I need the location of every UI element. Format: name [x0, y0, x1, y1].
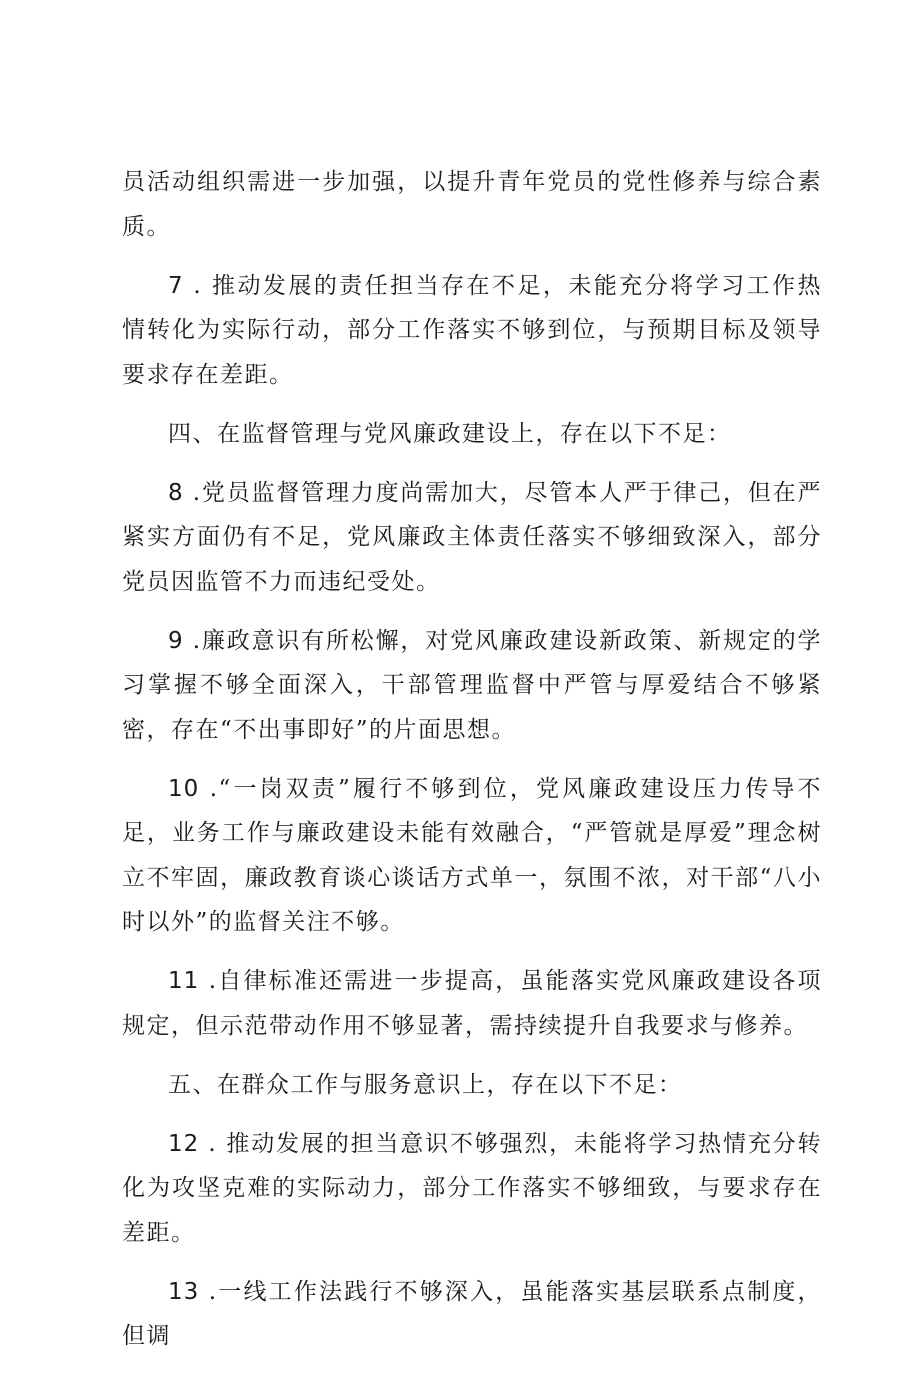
item-number: 11	[168, 968, 200, 994]
paragraph-text: .自律标准还需进一步提高，虽能落实党风廉政建设各项规定，但示范带动作用不够显著，需持续提升自我要求与修养。	[122, 968, 822, 1039]
paragraph-item-12	[122, 1122, 822, 1256]
paragraph-item-8	[122, 471, 822, 605]
document-body	[122, 160, 822, 1373]
paragraph-item-11	[122, 959, 822, 1048]
paragraph-item-10	[122, 767, 822, 945]
section-heading-4	[122, 412, 822, 457]
paragraph-continuation	[122, 160, 822, 249]
paragraph-item-9	[122, 619, 822, 753]
section-heading-5	[122, 1063, 822, 1108]
item-number: 8	[168, 479, 184, 506]
paragraph-text: .党员监督管理力度尚需加大，尽管本人严于律己，但在严紧实方面仍有不足，党风廉政主体责任落实不够细致深入，部分党员因监管不力而违纪受处。	[122, 479, 822, 595]
paragraph-item-13	[122, 1270, 822, 1359]
section-heading-text: 四、在监督管理与党风廉政建设上，存在以下不足：	[168, 420, 732, 447]
item-number: 7	[168, 272, 184, 299]
item-number: 12	[168, 1130, 200, 1157]
paragraph-text: .廉政意识有所松懈，对党风廉政建设新政策、新规定的学习掌握不够全面深入，干部管理监督中严管与厚爱结合不够紧密，存在“不出事即好”的片面思想。	[122, 627, 822, 743]
paragraph-text: .“一岗双责”履行不够到位，党风廉政建设压力传导不足，业务工作与廉政建设未能有效融合，“严管就是厚爱”理念树立不牢固，廉政教育谈心谈话方式单一，氛围不浓，对干部“八小时以外”的监督关注不够。	[122, 775, 822, 935]
paragraph-text: .一线工作法践行不够深入，虽能落实基层联系点制度，但调	[122, 1278, 822, 1349]
paragraph-text: 员活动组织需进一步加强，以提升青年党员的党性修养与综合素质。	[122, 169, 822, 240]
item-number: 9	[168, 627, 184, 654]
paragraph-text: . 推动发展的责任担当存在不足，未能充分将学习工作热情转化为实际行动，部分工作落实不够到位，与预期目标及领导要求存在差距。	[122, 272, 822, 388]
paragraph-text: . 推动发展的担当意识不够强烈，未能将学习热情充分转化为攻坚克难的实际动力，部分工作落实不够细致，与要求存在差距。	[122, 1130, 822, 1246]
section-heading-text: 五、在群众工作与服务意识上，存在以下不足：	[168, 1071, 683, 1098]
item-number: 13	[168, 1278, 200, 1305]
item-number: 10	[168, 775, 200, 802]
paragraph-item-7	[122, 264, 822, 398]
